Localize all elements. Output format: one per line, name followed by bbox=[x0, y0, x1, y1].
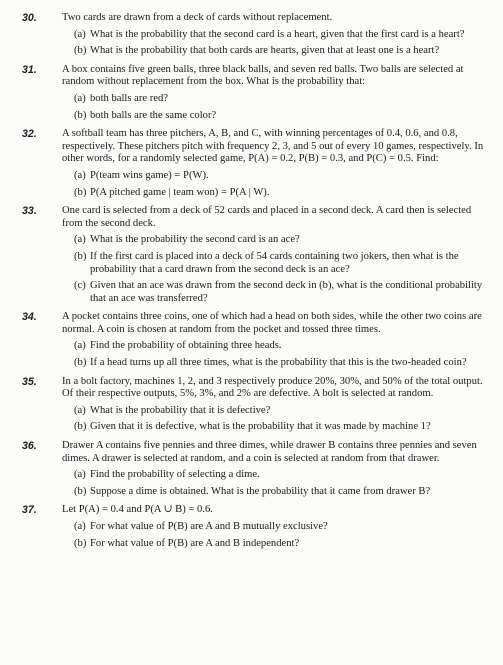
problem-part bbox=[62, 469, 489, 482]
problem bbox=[12, 504, 489, 550]
part-label: (a) bbox=[74, 28, 86, 40]
problem-part bbox=[62, 421, 489, 434]
part-text: What is the probability that it is defective? bbox=[90, 404, 271, 416]
problem-number: 30. bbox=[22, 12, 37, 24]
problem-number: 31. bbox=[22, 63, 37, 76]
problem-stem: A softball team has three pitchers, A, B, and C, with winning percentages of 0.4, 0.6, and 0.8, respectively. These pitchers pitch with frequency 2, 3, and 5 out of every 10 games, respectively. In other words, for a randomly selected game, P(A) = 0.2, P(B) = 0.3, and P(C) = 0.5. Find: bbox=[62, 128, 484, 165]
problem-stem: In a bolt factory, machines 1, 2, and 3 respectively produce 20%, 30%, and 50% of the total output. Of their respective outputs, 5%, 3%, and 2% are defective. A bolt is selected at random. bbox=[62, 375, 483, 400]
problem bbox=[12, 376, 489, 434]
problem-stem: Drawer A contains five pennies and three dimes, while drawer B contains three pennies and seven dimes. A drawer is selected at random, and a coin is selected at random from that drawer. bbox=[62, 440, 477, 464]
problem-part bbox=[62, 234, 489, 247]
problem-number: 32. bbox=[22, 128, 37, 141]
part-label: (b) bbox=[74, 421, 87, 433]
part-text: What is the probability the second card is an ace? bbox=[90, 234, 300, 246]
problem-part bbox=[62, 93, 489, 106]
problem-stem: A box contains five green balls, three black balls, and seven red balls. Two balls are selected at random without replacement from the box. What is the probability that: bbox=[62, 63, 464, 88]
problem-part bbox=[62, 486, 489, 499]
problem-number: 35. bbox=[22, 375, 37, 388]
part-label: (a) bbox=[74, 521, 86, 532]
problem-part bbox=[62, 45, 489, 58]
problem-number: 33. bbox=[22, 205, 37, 218]
part-label: (a) bbox=[74, 404, 86, 416]
part-label: (a) bbox=[74, 169, 86, 181]
part-label: (b) bbox=[74, 250, 87, 262]
part-text: Given that an ace was drawn from the second deck in (b), what is the conditional probability that an ace was transferred? bbox=[90, 280, 483, 304]
part-text: If a head turns up all three times, what is the probability that this is the two-headed coin? bbox=[90, 357, 467, 369]
part-text: For what value of P(B) are A and B mutually exclusive? bbox=[90, 521, 328, 532]
part-text: Given that it is defective, what is the probability that it was made by machine 1? bbox=[90, 421, 431, 433]
problem-stem: One card is selected from a deck of 52 cards and placed in a second deck. A card then is selected from the second deck. bbox=[62, 205, 472, 229]
part-text: both balls are the same color? bbox=[90, 109, 217, 121]
part-label: (b) bbox=[74, 45, 87, 57]
part-label: (b) bbox=[74, 357, 87, 369]
problem-part bbox=[62, 187, 489, 200]
problem bbox=[12, 64, 489, 122]
problem-number: 34. bbox=[22, 311, 37, 324]
part-label: (b) bbox=[74, 485, 87, 497]
part-label: (a) bbox=[74, 92, 86, 104]
problem-stem: Let P(A) = 0.4 and P(A ∪ B) = 0.6. bbox=[62, 504, 213, 516]
problem bbox=[12, 128, 489, 199]
problem bbox=[12, 205, 489, 305]
part-text: If the first card is placed into a deck of 54 cards containing two jokers, then what is the probability that a card drawn from the second deck is an ace? bbox=[90, 250, 459, 275]
problem-part bbox=[62, 521, 489, 534]
part-text: P(A pitched game | team won) = P(A | W). bbox=[90, 186, 270, 198]
problem bbox=[12, 440, 489, 498]
part-label: (b) bbox=[74, 109, 87, 121]
problem-part bbox=[62, 340, 489, 353]
part-label: (c) bbox=[74, 280, 86, 292]
part-text: Find the probability of obtaining three heads. bbox=[90, 340, 282, 352]
problem-part bbox=[62, 280, 489, 305]
problem-part bbox=[62, 110, 489, 123]
problem-number: 37. bbox=[22, 504, 37, 517]
part-text: both balls are red? bbox=[90, 92, 168, 104]
problem-part bbox=[62, 357, 489, 370]
part-text: Suppose a dime is obtained. What is the probability that it came from drawer B? bbox=[90, 485, 431, 497]
problem-part bbox=[62, 538, 489, 551]
problem-part bbox=[62, 29, 489, 42]
problem bbox=[12, 311, 489, 369]
problem-part bbox=[62, 170, 489, 183]
problem-stem: Two cards are drawn from a deck of cards without replacement. bbox=[62, 12, 333, 23]
part-label: (a) bbox=[74, 340, 86, 352]
part-text: P(team wins game) = P(W). bbox=[90, 169, 209, 181]
problem-stem: A pocket contains three coins, one of which had a head on both sides, while the other two coins are normal. A coin is chosen at random from the pocket and tossed three times. bbox=[62, 311, 482, 335]
part-text: Find the probability of selecting a dime. bbox=[90, 469, 260, 481]
part-text: What is the probability that the second card is a heart, given that the first card is a heart? bbox=[90, 28, 465, 40]
problem bbox=[12, 12, 489, 58]
part-label: (b) bbox=[74, 186, 87, 198]
problem-part bbox=[62, 251, 489, 276]
part-label: (a) bbox=[74, 469, 86, 481]
problem-part bbox=[62, 405, 489, 418]
part-label: (a) bbox=[74, 234, 86, 246]
part-label: (b) bbox=[74, 537, 87, 549]
part-text: For what value of P(B) are A and B independent? bbox=[90, 537, 300, 549]
problem-number: 36. bbox=[22, 440, 37, 453]
part-text: What is the probability that both cards are hearts, given that at least one is a heart? bbox=[90, 45, 440, 57]
